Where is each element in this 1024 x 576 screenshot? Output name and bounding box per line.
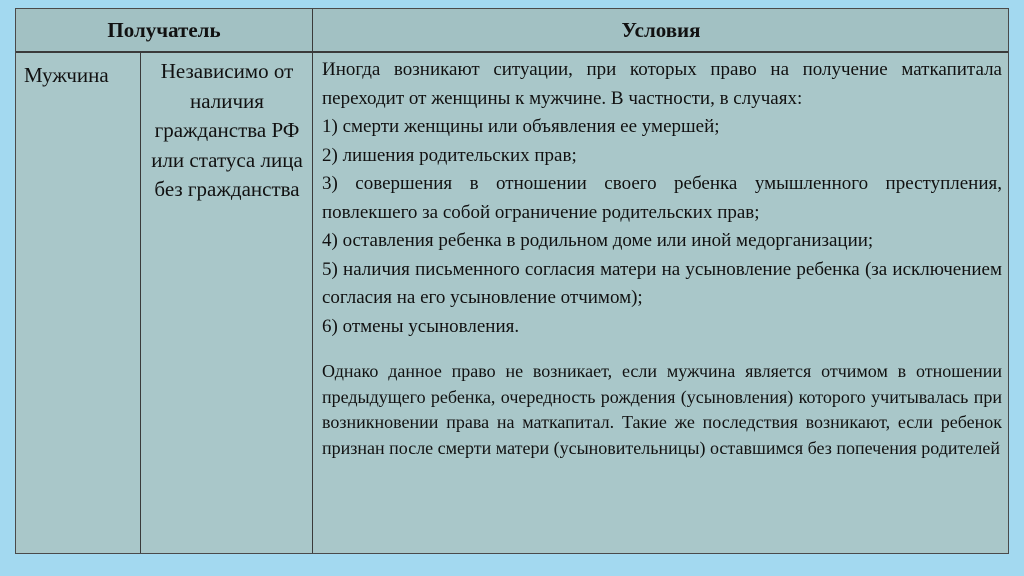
cell-recipient: Мужчина [24,63,109,87]
conditions-intro: Иногда возникают ситуации, при которых право на получение маткапитала переходит от женщины к мужчине. В частности, в случаях: [322,59,1002,109]
column-divider-main [312,9,313,553]
conditions-table [15,8,1009,554]
header-recipient: Получатель [107,18,221,42]
case-item: 4) оставления ребенка в родильном доме или иной медорганизации; [322,230,874,251]
cell-citizenship: Независимо от наличия гражданства РФ или статуса лица без гражданства [151,59,303,201]
case-item: 6) отмены усыновления. [322,315,520,337]
case-item: 1) смерти женщины или объявления ее умершей; [322,116,720,137]
conditions-note: Однако данное право не возникает, если мужчина является отчимом в отношении предыдущего ребенка, очередность рождения (усыновления) которого учитывалась при возникновении права на маткапитал. Такие же последствия возникают, если ребенок признан после смерти матери (усыновительницы) оставшимся без попечения родителей [322,361,1002,458]
column-divider-sub [140,51,141,553]
case-item: 2) лишения родительских прав; [322,144,577,166]
case-item: 5) наличия письменного согласия матери на усыновление ребенка (за исключением согласия на его усыновление отчимом); [322,258,1002,308]
table-header-row [16,9,1008,53]
header-conditions: Условия [621,18,701,42]
cell-conditions [322,56,1002,461]
case-item: 3) совершения в отношении своего ребенка умышленного преступления, повлекшего за собой ограничение родительских прав; [322,173,1002,223]
